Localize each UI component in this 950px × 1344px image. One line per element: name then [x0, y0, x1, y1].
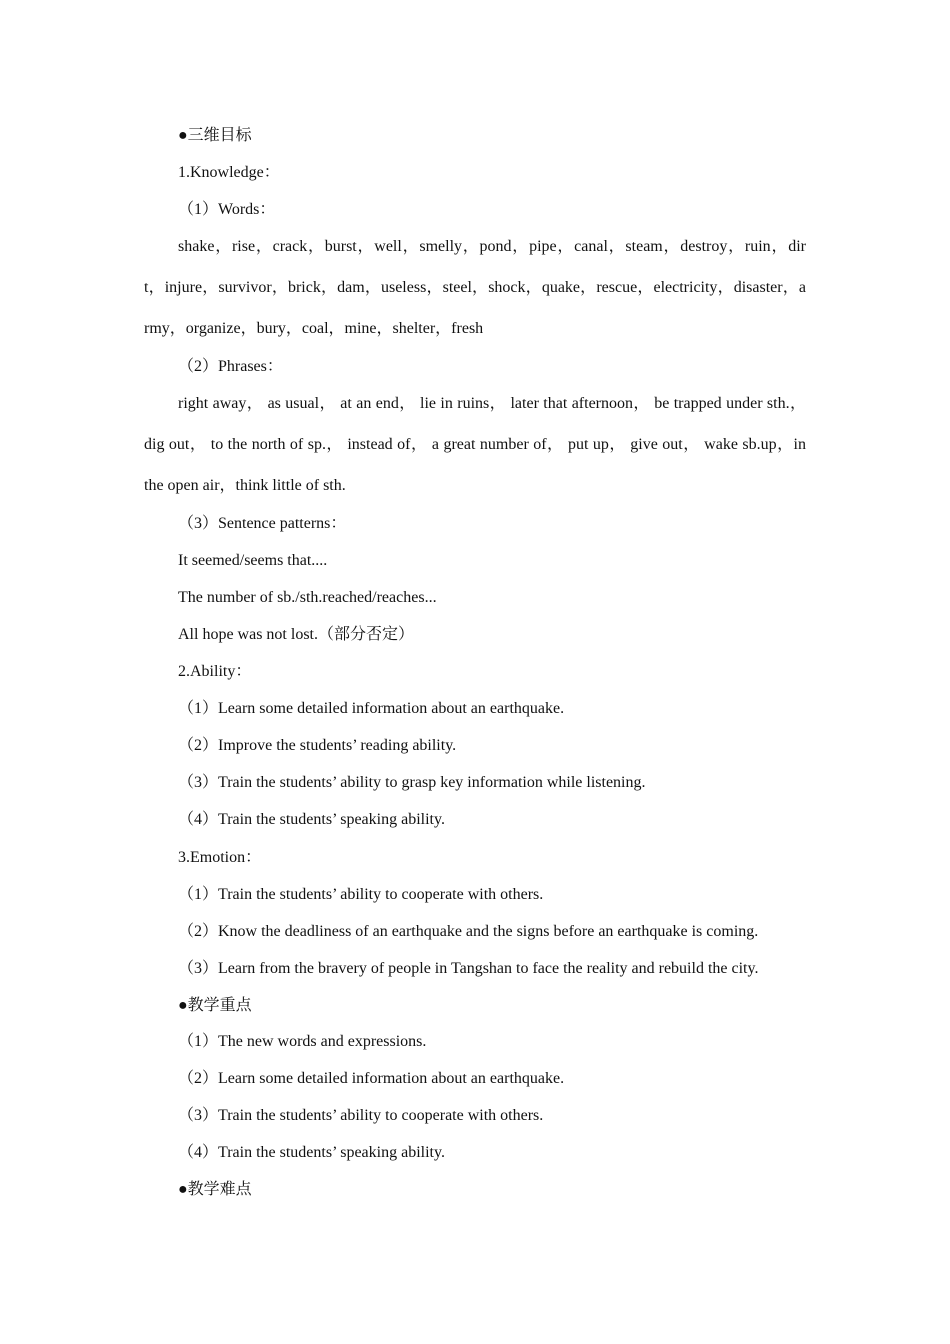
- emotion-item: （3）Learn from the bravery of people in Tangshan to face the reality and rebuild the city.: [178, 960, 759, 977]
- ability-item: （3）Train the students’ ability to grasp key information while listening.: [178, 774, 646, 791]
- emotion-heading: 3.Emotion：: [178, 849, 262, 866]
- sentence-pattern-item: The number of sb./sth.reached/reaches...: [178, 589, 437, 606]
- ability-item: （1）Learn some detailed information about an earthquake.: [178, 700, 565, 717]
- sentence-pattern-item: All hope was not lost.（部分否定）: [178, 626, 414, 643]
- ability-item: （4）Train the students’ speaking ability.: [178, 811, 445, 828]
- section-heading-objectives: ●三维目标: [178, 127, 252, 144]
- ability-item: （2）Improve the students’ reading ability.: [178, 737, 457, 754]
- emotion-item: （2）Know the deadliness of an earthquake and the signs before an earthquake is coming.: [178, 923, 759, 940]
- ability-heading: 2.Ability：: [178, 663, 252, 680]
- words-paragraph: shake，rise，crack，burst，well，smelly，pond，pipe，canal，steam，destroy，ruin，dirt，injure，survivor，brick，dam，useless，steel，shock，quake，rescue，electricity，disaster，army，organize，bury，coal，mine，shelter，fresh: [144, 238, 806, 337]
- sentence-pattern-item: It seemed/seems that....: [178, 552, 328, 569]
- key-point-item: （4）Train the students’ speaking ability.: [178, 1144, 445, 1161]
- phrases-heading: （2）Phrases：: [178, 358, 283, 375]
- section-heading-key-points: ●教学重点: [178, 997, 252, 1014]
- knowledge-heading: 1.Knowledge：: [178, 164, 280, 181]
- key-point-item: （3）Train the students’ ability to cooperate with others.: [178, 1107, 544, 1124]
- emotion-item: （1）Train the students’ ability to cooperate with others.: [178, 886, 544, 903]
- section-heading-difficulties: ●教学难点: [178, 1181, 252, 1198]
- words-heading: （1）Words：: [178, 201, 276, 218]
- sentence-patterns-heading: （3）Sentence patterns：: [178, 515, 347, 532]
- key-point-item: （2）Learn some detailed information about an earthquake.: [178, 1070, 565, 1087]
- key-point-item: （1）The new words and expressions.: [178, 1033, 427, 1050]
- phrases-paragraph: right away， as usual， at an end， lie in ruins， later that afternoon， be trapped under sth.， dig out， to the north of sp.， instead of， a great number of， put up， give out， wake sb.up，in the open air，think little of sth.: [144, 395, 806, 494]
